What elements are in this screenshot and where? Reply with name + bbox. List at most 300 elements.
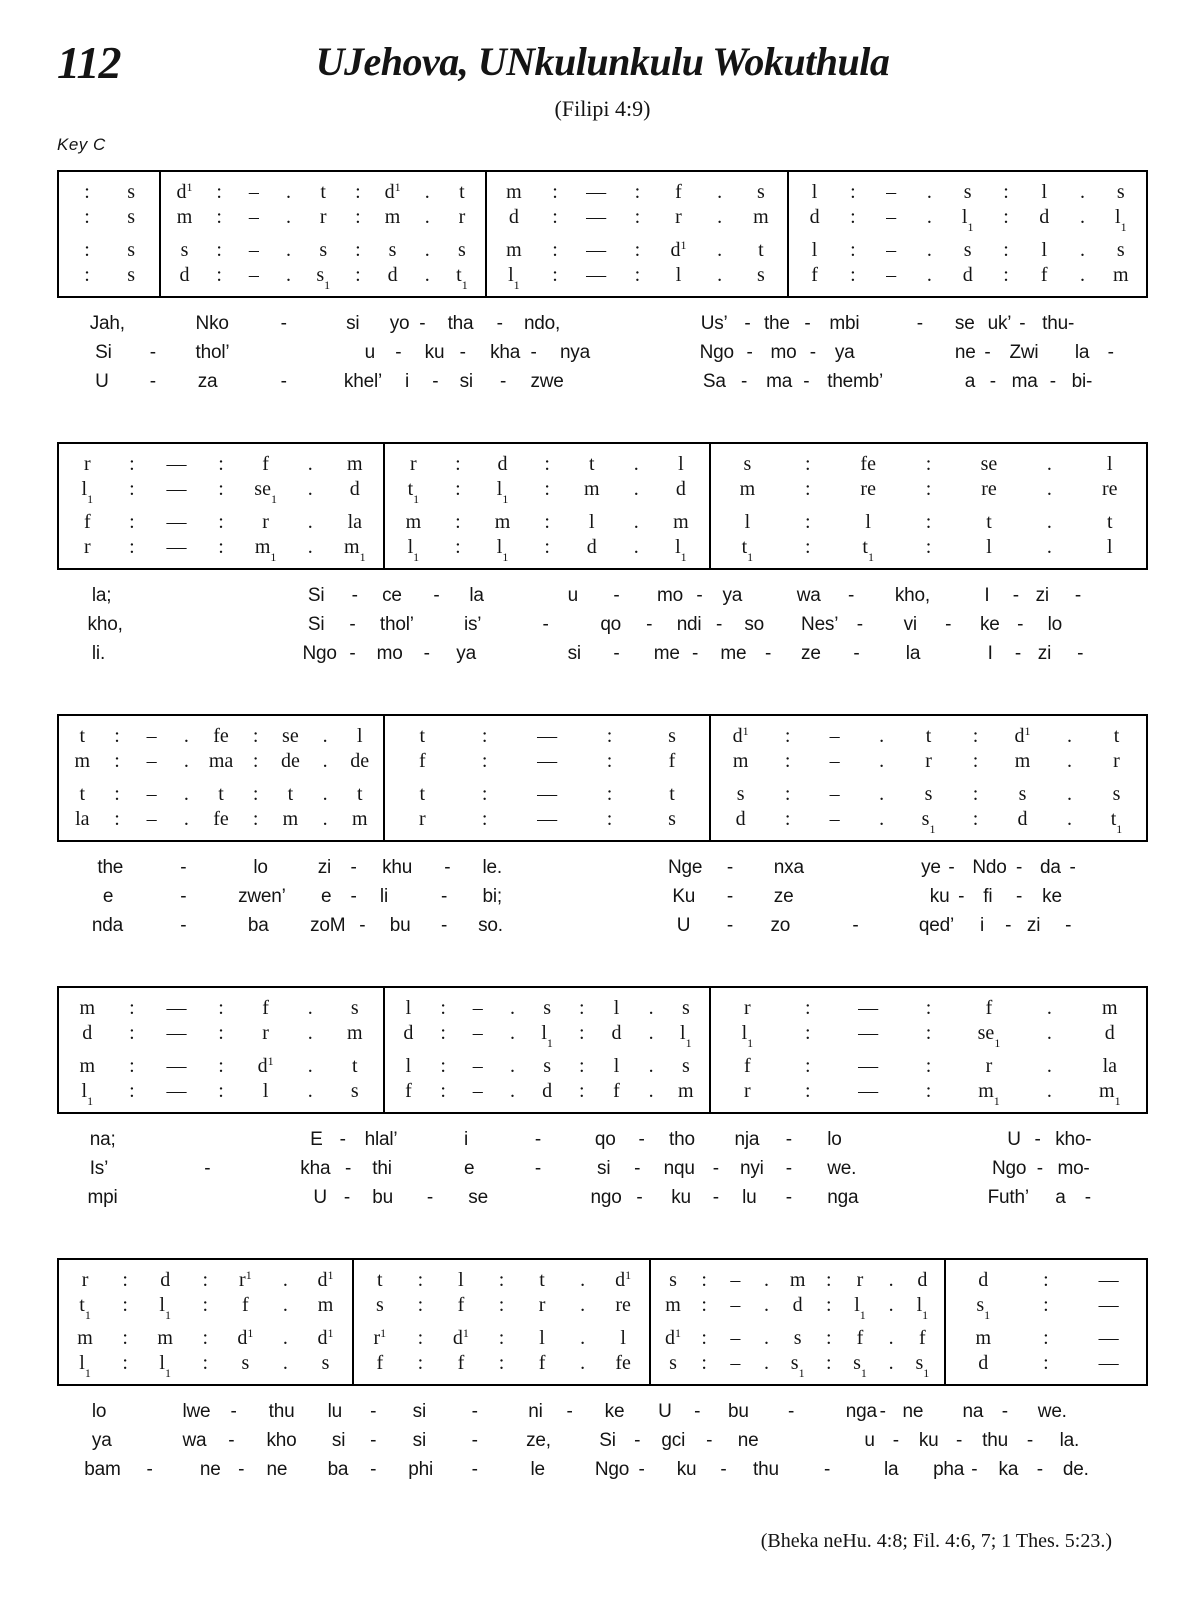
note-token: .	[282, 1351, 288, 1374]
lyric-syllable: -	[636, 1187, 643, 1208]
note-token: :	[202, 1351, 209, 1374]
note-token: .	[926, 180, 932, 203]
note-token: –	[248, 263, 259, 286]
measure	[354, 1260, 652, 1384]
note-token: $d^1$	[670, 237, 687, 261]
note-token: $s_1$	[976, 1293, 991, 1322]
voice-row	[717, 1053, 1140, 1078]
lyric-syllable: -	[204, 1158, 211, 1179]
voice-row	[717, 781, 1140, 806]
note-token: d	[809, 205, 820, 228]
lyric-syllable: kho,	[87, 614, 123, 635]
lyric-line	[57, 882, 1148, 911]
voice-row	[795, 204, 1140, 234]
lyric-syllable: Ngo	[594, 1459, 630, 1480]
lyric-syllable: zi	[1037, 643, 1052, 664]
note-token: :	[498, 1326, 505, 1349]
note-token: m	[74, 749, 91, 772]
note-token: r	[81, 1268, 89, 1291]
note-token: $d^1$	[452, 1325, 469, 1349]
note-token: $l_1$	[1115, 205, 1127, 234]
note-token: :	[84, 238, 90, 261]
note-token: .	[888, 1326, 894, 1349]
note-token: l	[865, 510, 871, 533]
note-token: :	[1043, 1268, 1049, 1291]
lyric-syllable: e	[463, 1158, 475, 1179]
note-token: r	[538, 1293, 546, 1316]
lyric-syllable: Si	[307, 585, 325, 606]
lyric-syllable: ne	[199, 1459, 221, 1480]
lyric-syllable: -	[345, 1158, 352, 1179]
lyric-syllable: zi	[1026, 915, 1041, 936]
lyric-syllable: Nko	[195, 313, 229, 334]
lyric-syllable: -	[726, 915, 733, 936]
lyric-syllable: li	[379, 886, 388, 907]
note-token: –	[730, 1293, 741, 1316]
note-token: :	[579, 996, 585, 1019]
scripture-citation: (Bheka neHu. 4:8; Fil. 4:6, 7; 1 Thes. 5:23.)	[760, 1530, 1112, 1552]
note-token: .	[1046, 1054, 1052, 1077]
note-token: $d^1$	[664, 1325, 681, 1349]
lyric-syllable: thi	[372, 1158, 392, 1179]
note-token: :	[218, 510, 224, 533]
lyric-syllable: -	[971, 1459, 978, 1480]
note-token: d	[611, 1021, 622, 1044]
note-token: .	[322, 807, 328, 830]
lyric-syllable: qo	[600, 614, 622, 635]
lyric-syllable: thu	[753, 1459, 779, 1480]
note-token: .	[282, 1293, 288, 1316]
note-token: $d^1$	[615, 1267, 632, 1291]
lyric-syllable: bu	[727, 1401, 749, 1422]
note-token: .	[926, 238, 932, 261]
note-token: f	[811, 263, 818, 286]
lyric-syllable: kha	[300, 1158, 331, 1179]
lyric-syllable: U	[95, 371, 109, 392]
note-token: $d^1$	[1014, 723, 1031, 747]
note-token: $t_1$	[1110, 807, 1123, 836]
note-token: l	[678, 452, 684, 475]
note-token: :	[634, 238, 641, 261]
note-token: —	[1098, 1268, 1119, 1291]
note-token: :	[826, 1268, 832, 1291]
note-token: .	[286, 238, 292, 261]
note-token: $d^1$	[237, 1325, 254, 1349]
lyric-syllable: -	[823, 1459, 831, 1480]
note-token: :	[84, 205, 90, 228]
lyric-syllable: phi	[408, 1459, 434, 1480]
note-token: .	[322, 724, 328, 747]
note-token: $l_1$	[680, 1021, 692, 1050]
measure	[711, 716, 1146, 840]
lyric-syllable: ku	[676, 1459, 697, 1480]
note-token: $d^1$	[732, 723, 749, 747]
note-token: f	[457, 1293, 465, 1316]
lyric-syllable: -	[230, 1401, 237, 1422]
lyric-syllable: -	[496, 313, 503, 334]
note-token: —	[537, 807, 558, 830]
note-token: $l_1$	[159, 1351, 171, 1380]
lyric-syllable: -	[566, 1401, 573, 1422]
lyric-syllable: -	[1012, 585, 1019, 606]
note-token: .	[424, 205, 430, 228]
note-token: $l_1$	[916, 1293, 929, 1322]
lyric-syllable: thol’	[195, 342, 230, 363]
voice-row	[391, 806, 703, 831]
lyric-syllable: -	[726, 857, 733, 878]
measure	[59, 716, 385, 840]
note-token: –	[886, 205, 897, 228]
note-token: d	[917, 1268, 928, 1291]
lyric-syllable: -	[370, 1430, 377, 1451]
lyric-syllable: -	[712, 1158, 719, 1179]
note-token: :	[122, 1293, 128, 1316]
voice-row	[493, 262, 781, 292]
lyric-syllable: -	[1014, 643, 1022, 664]
note-token: —	[166, 1054, 187, 1077]
note-token: .	[307, 1021, 313, 1044]
note-token: :	[634, 205, 641, 228]
lyric-syllable: Ngo	[991, 1158, 1027, 1179]
note-token: $m_1$	[254, 535, 277, 564]
note-token: f	[856, 1326, 864, 1349]
note-token: r	[458, 205, 466, 228]
note-token: .	[580, 1268, 586, 1291]
note-token: :	[216, 180, 222, 203]
voice-row	[167, 179, 479, 204]
note-token: f	[613, 1079, 620, 1102]
note-token: .	[879, 749, 885, 772]
note-token: :	[972, 807, 979, 830]
note-token: :	[122, 1268, 128, 1291]
note-token: .	[1046, 452, 1052, 475]
note-token: t	[986, 510, 992, 533]
note-token: –	[472, 996, 483, 1019]
lyric-syllable: -	[350, 886, 357, 907]
note-token: :	[218, 535, 224, 558]
voice-row	[65, 995, 377, 1020]
lyric-syllable: -	[646, 614, 653, 635]
lyric-syllable: ndo,	[523, 313, 561, 334]
note-token: $m_1$	[1099, 1079, 1121, 1108]
note-token: —	[858, 1021, 879, 1044]
note-token: :	[634, 180, 641, 203]
note-token: l	[811, 238, 818, 261]
note-token: :	[1003, 205, 1009, 228]
note-token: m	[405, 510, 422, 533]
page-header	[57, 34, 1148, 90]
note-token: $t_1$	[741, 535, 754, 564]
voice-row	[717, 509, 1140, 534]
note-token: d	[349, 477, 360, 500]
lyric-line	[57, 1455, 1148, 1484]
note-token: m	[347, 452, 363, 475]
lyric-syllable: we.	[1037, 1401, 1067, 1422]
lyric-syllable: si	[412, 1401, 426, 1422]
note-token: d	[735, 807, 746, 830]
note-token: —	[1098, 1293, 1119, 1316]
lyric-syllable: -	[1065, 915, 1072, 936]
lyric-syllable: -	[359, 915, 366, 936]
lyric-syllable: ngo	[590, 1187, 622, 1208]
lyric-syllable: -	[712, 1187, 719, 1208]
lyric-syllable: -	[534, 1129, 541, 1150]
note-token: t	[352, 1054, 358, 1077]
lyric-syllable: zi	[1035, 585, 1049, 606]
note-token: la	[75, 807, 90, 830]
note-token: s	[319, 238, 328, 261]
note-token: $l_1$	[159, 1293, 171, 1322]
lyric-syllable: pha	[933, 1459, 965, 1480]
note-token: :	[481, 807, 488, 830]
note-token: .	[648, 996, 654, 1019]
lyric-syllable: -	[691, 643, 699, 664]
lyric-syllable: tho	[669, 1129, 695, 1150]
note-token: :	[417, 1268, 424, 1291]
voice-row	[717, 995, 1140, 1020]
voice-row	[657, 1267, 938, 1292]
lyric-syllable: lo	[1047, 614, 1063, 635]
lyric-syllable: -	[432, 371, 439, 392]
lyric-syllable: ne	[902, 1401, 924, 1422]
note-token: fe	[213, 807, 229, 830]
note-token: m	[157, 1326, 173, 1349]
note-token: .	[633, 510, 639, 533]
note-token: :	[579, 1079, 585, 1102]
note-token: —	[166, 477, 187, 500]
note-token: :	[701, 1326, 707, 1349]
voice-row	[65, 1020, 377, 1045]
lyric-syllable: ce	[382, 585, 402, 606]
measure	[711, 988, 1146, 1112]
note-token: r	[418, 807, 426, 830]
note-token: r	[675, 205, 682, 228]
note-token: :	[355, 238, 361, 261]
lyric-syllable: -	[879, 1401, 886, 1422]
lyric-syllable: ya	[722, 585, 743, 606]
note-token: .	[322, 749, 328, 772]
measure	[59, 1260, 354, 1384]
lyric-syllable: a	[964, 371, 976, 392]
note-token: .	[717, 238, 723, 261]
voice-row	[952, 1267, 1140, 1292]
voice-row	[493, 179, 781, 204]
note-token: .	[282, 1268, 288, 1291]
note-token: s	[963, 238, 972, 261]
lyric-syllable: -	[349, 614, 356, 635]
lyric-syllable: -	[715, 614, 723, 635]
voice-row	[167, 204, 479, 229]
lyrics-block	[57, 1397, 1148, 1484]
note-token: .	[509, 1054, 515, 1077]
measure	[487, 172, 789, 296]
lyric-syllable: ne	[954, 342, 976, 363]
note-token: f	[376, 1351, 384, 1374]
note-token: :	[1003, 263, 1009, 286]
lyric-syllable: na	[962, 1401, 984, 1422]
lyric-line	[57, 1125, 1148, 1154]
lyric-syllable: de.	[1062, 1459, 1089, 1480]
lyric-syllable: me	[653, 643, 680, 664]
lyric-syllable: da	[1039, 857, 1061, 878]
lyric-syllable: -	[149, 371, 156, 392]
note-token: $s_1$	[921, 807, 936, 836]
note-token: f	[242, 1293, 249, 1316]
note-token: —	[166, 535, 187, 558]
note-token: :	[218, 1054, 224, 1077]
note-token: —	[858, 996, 879, 1019]
note-token: d	[179, 263, 190, 286]
lyric-syllable: the	[763, 313, 790, 334]
note-token: t	[419, 782, 426, 805]
lyric-syllable: si	[346, 313, 360, 334]
lyric-syllable: Nge	[667, 857, 703, 878]
note-token: :	[925, 477, 932, 500]
note-token: re	[615, 1293, 631, 1316]
note-token: l	[356, 724, 363, 747]
note-token: t	[669, 782, 675, 805]
note-token: s	[924, 782, 933, 805]
lyric-syllable: -	[146, 1459, 153, 1480]
note-token: f	[744, 1054, 751, 1077]
lyric-syllable: ya	[834, 342, 855, 363]
measure	[385, 444, 711, 568]
note-token: $m_1$	[344, 535, 366, 564]
note-token: $d^1$	[176, 179, 193, 203]
note-token: d	[962, 263, 973, 286]
note-token: s	[1116, 238, 1125, 261]
lyric-syllable: khu	[382, 857, 413, 878]
note-token: f	[83, 510, 91, 533]
note-token: :	[355, 263, 361, 286]
note-token: $s_1$	[915, 1351, 930, 1380]
note-token: :	[417, 1293, 424, 1316]
voice-row	[360, 1325, 644, 1350]
note-token: :	[1003, 180, 1009, 203]
note-token: :	[850, 238, 856, 261]
lyric-syllable: ye	[921, 857, 941, 878]
measure	[59, 988, 385, 1112]
note-token: :	[1043, 1293, 1049, 1316]
note-token: s	[756, 263, 765, 286]
voice-row	[65, 476, 377, 506]
note-token: :	[122, 1351, 128, 1374]
lyric-syllable: is’	[463, 614, 482, 635]
note-token: :	[114, 749, 120, 772]
note-token: $l_1$	[79, 1351, 91, 1380]
note-token: –	[829, 782, 840, 805]
note-token: l	[744, 510, 751, 533]
lyric-syllable: ya	[91, 1430, 112, 1451]
note-token: m	[317, 1293, 334, 1316]
note-token: de	[280, 749, 300, 772]
lyric-syllable: nda	[91, 915, 124, 936]
note-token: m	[77, 1326, 93, 1349]
lyric-syllable: -	[634, 1158, 641, 1179]
note-token: .	[286, 180, 292, 203]
lyric-syllable: uk’	[987, 313, 1012, 334]
lyric-syllable: mo	[770, 342, 797, 363]
voice-row	[717, 806, 1140, 836]
voice-row	[717, 451, 1140, 476]
lyric-syllable: -	[1001, 1401, 1008, 1422]
lyric-syllable: thu-	[1042, 313, 1075, 334]
voice-row	[65, 509, 377, 534]
voice-row	[65, 451, 377, 476]
lyric-syllable: U	[676, 915, 691, 936]
note-token: :	[218, 1079, 224, 1102]
note-token: –	[886, 238, 897, 261]
note-token: l	[620, 1326, 626, 1349]
lyric-syllable: -	[726, 886, 733, 907]
lyric-syllable: -	[989, 371, 996, 392]
note-token: t	[1113, 724, 1120, 747]
lyric-syllable: -	[916, 313, 923, 334]
lyric-syllable: khel’	[343, 371, 382, 392]
note-token: fe	[615, 1351, 631, 1374]
note-token: :	[252, 782, 259, 805]
note-token: :	[455, 535, 461, 558]
note-token: s	[350, 996, 359, 1019]
note-token: .	[183, 749, 189, 772]
lyric-syllable: Ngo	[302, 643, 337, 664]
lyric-syllable: si	[459, 371, 473, 392]
measure	[789, 172, 1146, 296]
note-token: $l_1$	[407, 535, 420, 564]
hymn-number: 112	[57, 37, 121, 88]
measure	[59, 172, 161, 296]
lyric-syllable: -	[853, 643, 860, 664]
note-token: .	[1046, 477, 1052, 500]
note-token: .	[286, 205, 292, 228]
note-token: :	[784, 782, 791, 805]
note-token: t	[218, 782, 224, 805]
lyric-syllable: -	[471, 1430, 478, 1451]
lyric-line	[57, 1397, 1148, 1426]
note-token: m	[506, 238, 522, 261]
note-token: :	[784, 724, 791, 747]
note-token: re	[860, 477, 876, 500]
note-token: s	[1112, 782, 1121, 805]
note-token: l	[1107, 535, 1113, 558]
note-token: f	[668, 749, 676, 772]
lyric-syllable: nja	[734, 1129, 760, 1150]
note-token: r	[985, 1054, 993, 1077]
note-token: :	[129, 1079, 135, 1102]
note-token: t	[377, 1268, 383, 1291]
lyric-syllable: I	[984, 585, 990, 606]
note-token: $s_1$	[790, 1351, 805, 1380]
note-token: .	[648, 1054, 654, 1077]
lyric-syllable: -	[419, 313, 426, 334]
note-token: –	[146, 807, 157, 830]
lyric-syllable: lo	[827, 1129, 842, 1150]
lyric-syllable: e	[321, 886, 332, 907]
lyric-syllable: -	[370, 1401, 377, 1422]
note-token: :	[805, 510, 811, 533]
note-token: :	[129, 1021, 135, 1044]
note-token: d	[542, 1079, 553, 1102]
note-token: $l_1$	[741, 1021, 754, 1050]
note-token: .	[307, 535, 313, 558]
note-token: .	[717, 205, 723, 228]
note-token: .	[424, 263, 430, 286]
note-token: .	[307, 510, 313, 533]
note-token: :	[417, 1326, 424, 1349]
note-token: $t_1$	[862, 535, 874, 564]
lyric-syllable: -	[370, 1459, 377, 1480]
note-token: m	[753, 205, 769, 228]
